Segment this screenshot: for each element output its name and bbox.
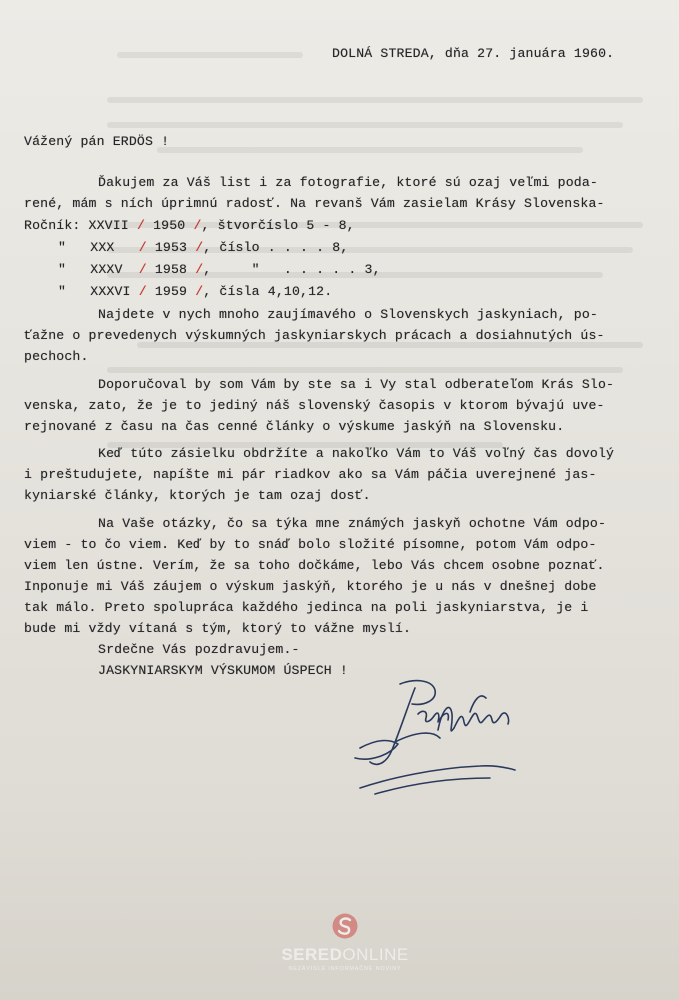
issue-detail: , číslo . . . . 8, xyxy=(203,240,349,255)
paragraph-4-line: viem len ústne. Verím, že sa toho dočkáme, lebo Vás chcem osobne poznať. xyxy=(24,558,605,573)
issue-prefix: " xyxy=(58,262,67,277)
issue-detail: , čísla 4,10,12. xyxy=(203,284,333,299)
issue-row xyxy=(58,240,348,255)
paragraph-4-line: viem - to čo viem. Keď by to snáď bolo složité písomne, potom Vám odpo- xyxy=(24,537,597,552)
red-slash: / xyxy=(138,240,147,255)
issue-year: 1958 xyxy=(154,262,188,277)
paragraph-3-line: Keď túto zásielku obdržíte a nakoľko Vám to Váš voľný čas dovolý xyxy=(98,446,615,461)
paragraph-3-line: i preštudujete, napíšte mi pár riadkov ako sa Vám páčia uverejnené jas- xyxy=(24,467,597,482)
paragraph-1-line: pechoch. xyxy=(24,349,89,364)
paragraph-2-line: rejnované z času na čas cenné články o výskume jaskýň na Slovensku. xyxy=(24,419,565,434)
paragraph-4-line: tak málo. Preto spolupráca každého jedinca na poli jaskyniarstva, je i xyxy=(24,600,589,615)
red-slash: / xyxy=(195,240,204,255)
paragraph-3-line: kyniarské články, ktorých je tam ozaj dosť. xyxy=(24,488,371,503)
handwritten-signature xyxy=(340,670,530,800)
body-line-2: rené, mám s ních úprimnú radosť. Na revanš Vám zasielam Krásy Slovenska- xyxy=(24,196,605,211)
watermark-logo xyxy=(270,912,420,972)
red-slash: / xyxy=(136,218,146,233)
closing-line: Srdečne Vás pozdravujem.- xyxy=(98,642,300,657)
place-date: DOLNÁ STREDA, dňa 27. januára 1960. xyxy=(332,46,615,61)
watermark-brand-left: SERED xyxy=(281,945,343,964)
red-slash: / xyxy=(195,284,204,299)
salutation: Vážený pán ERDÖS ! xyxy=(24,134,170,149)
issue-year: 1959 xyxy=(154,284,188,299)
body-line-1: Ďakujem za Váš list i za fotografie, ktoré sú ozaj veľmi poda- xyxy=(98,175,598,190)
issue-row xyxy=(58,284,332,299)
paragraph-2-line: venska, zato, že je to jediný náš slovenský časopis v ktorom bývajú uve- xyxy=(24,398,605,413)
red-slash: / xyxy=(195,262,204,277)
paragraph-2-line: Doporučoval by som Vám by ste sa i Vy stal odberateľom Krás Slo- xyxy=(98,377,615,392)
issue-volume: XXX xyxy=(90,240,115,255)
issue-row xyxy=(58,262,381,277)
paragraph-1-line: ťažne o prevedenych výskumných jaskyniarskych prácach a dosiahnutých ús- xyxy=(24,328,605,343)
issue-year: 1950 xyxy=(153,218,186,233)
issue-volume: XXXVI xyxy=(90,284,131,299)
issue-year: 1953 xyxy=(154,240,188,255)
issue-prefix: Ročník: xyxy=(24,218,81,233)
paragraph-4-line: bude mi vždy vítaná s tým, ktorý to vážne myslí. xyxy=(24,621,412,636)
issue-volume: XXXV xyxy=(90,262,123,277)
issue-detail: , " . . . . . 3, xyxy=(203,262,381,277)
issue-detail: , štvorčíslo 5 - 8, xyxy=(201,218,355,233)
red-slash: / xyxy=(138,284,147,299)
watermark-brand xyxy=(270,945,420,965)
watermark-emblem-icon xyxy=(331,912,359,940)
issue-row xyxy=(24,218,355,233)
issue-volume: XXVII xyxy=(88,218,129,233)
watermark-tagline: NEZÁVISLÉ INFORMAČNÉ NOVINY xyxy=(288,966,402,972)
paragraph-4-line: Inponuje mi Váš záujem o výskum jaskýň, ktorého je u nás v dnešnej dobe xyxy=(24,579,597,594)
motto-line: JASKYNIARSKYM VÝSKUMOM ÚSPECH ! xyxy=(98,663,348,678)
watermark-brand-right: ONLINE xyxy=(342,945,409,964)
paragraph-1-line: Najdete v nych mnoho zaujímavého o Slovenskych jaskyniach, po- xyxy=(98,307,598,322)
red-slash: / xyxy=(138,262,147,277)
red-slash: / xyxy=(193,218,202,233)
issue-prefix: " xyxy=(58,284,67,299)
paragraph-4-line: Na Vaše otázky, čo sa týka mne známých jaskyň ochotne Vám odpo- xyxy=(98,516,607,531)
issue-prefix: " xyxy=(58,240,67,255)
